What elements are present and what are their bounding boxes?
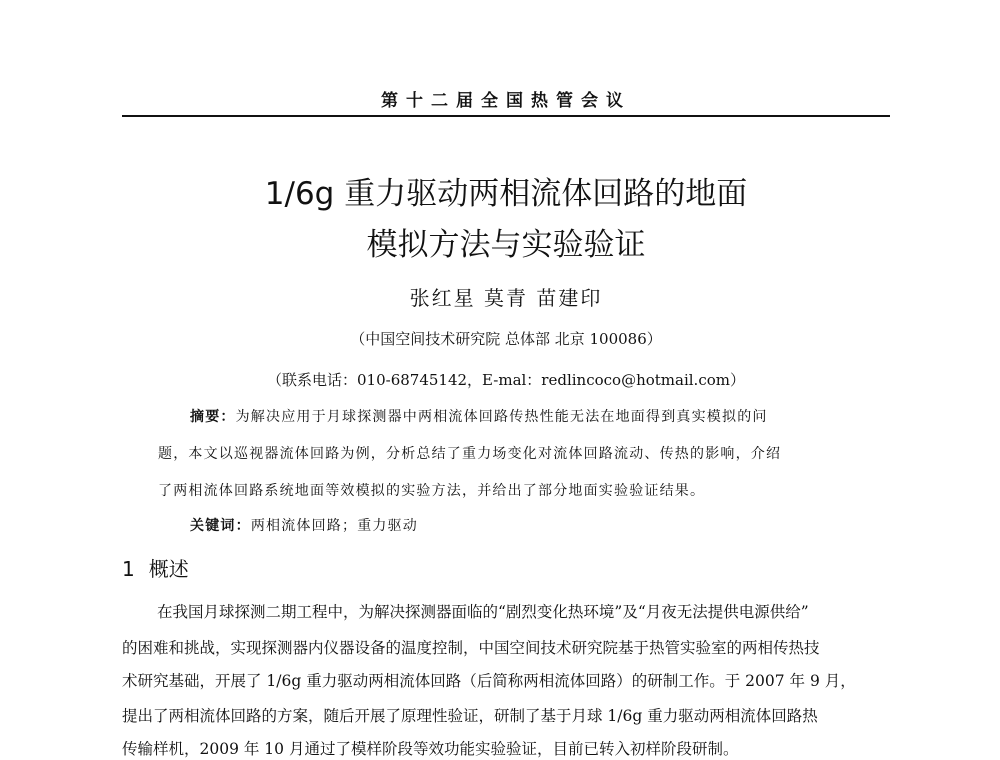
body-line: 术研究基础，开展了 1/6g 重力驱动两相流体回路（后简称两相流体回路）的研制工作。于 2007 年 9 月， — [122, 672, 856, 690]
header-rule — [122, 115, 890, 117]
paper-title-line-1: 1/6g 重力驱动两相流体回路的地面 — [264, 176, 748, 212]
abstract-label: 摘要： — [190, 409, 236, 425]
section-heading — [122, 553, 189, 582]
body-line: 的困难和挑战，实现探测器内仪器设备的温度控制，中国空间技术研究院基于热管实验室的两相传热技 — [122, 639, 820, 657]
body-line: 在我国月球探测二期工程中，为解决探测器面临的“剧烈变化热环境”及“月夜无法提供电源供给” — [157, 603, 809, 621]
abstract-text-1: 为解决应用于月球探测器中两相流体回路传热性能无法在地面得到真实模拟的问 — [235, 409, 768, 425]
body-line: 传输样机，2009 年 10 月通过了模样阶段等效功能实验验证，目前已转入初样阶段研制。 — [122, 740, 739, 758]
abstract-line-3: 了两相流体回路系统地面等效模拟的实验方法，并给出了部分地面实验验证结果。 — [158, 483, 706, 499]
section-number: 1 — [122, 557, 135, 581]
affiliation: （中国空间技术研究院 总体部 北京 100086） — [350, 330, 662, 348]
running-header: 第十二届全国热管会议 — [381, 91, 631, 111]
keywords — [190, 515, 418, 535]
authors: 张红星 莫青 苗建印 — [409, 286, 603, 310]
contact-info: （联系电话：010-68745142，E-mal：redlincoco@hotmail.com） — [267, 371, 745, 389]
body-line: 提出了两相流体回路的方案，随后开展了原理性验证，研制了基于月球 1/6g 重力驱动两相流体回路热 — [122, 707, 818, 725]
paper-title-line-2: 模拟方法与实验验证 — [366, 227, 646, 263]
keywords-text: 两相流体回路；重力驱动 — [250, 518, 419, 534]
section-title: 概述 — [148, 557, 189, 581]
abstract-line-1 — [190, 406, 768, 426]
keywords-label: 关键词： — [190, 518, 251, 534]
abstract-line-2: 题，本文以巡视器流体回路为例，分析总结了重力场变化对流体回路流动、传热的影响，介绍 — [158, 446, 782, 462]
